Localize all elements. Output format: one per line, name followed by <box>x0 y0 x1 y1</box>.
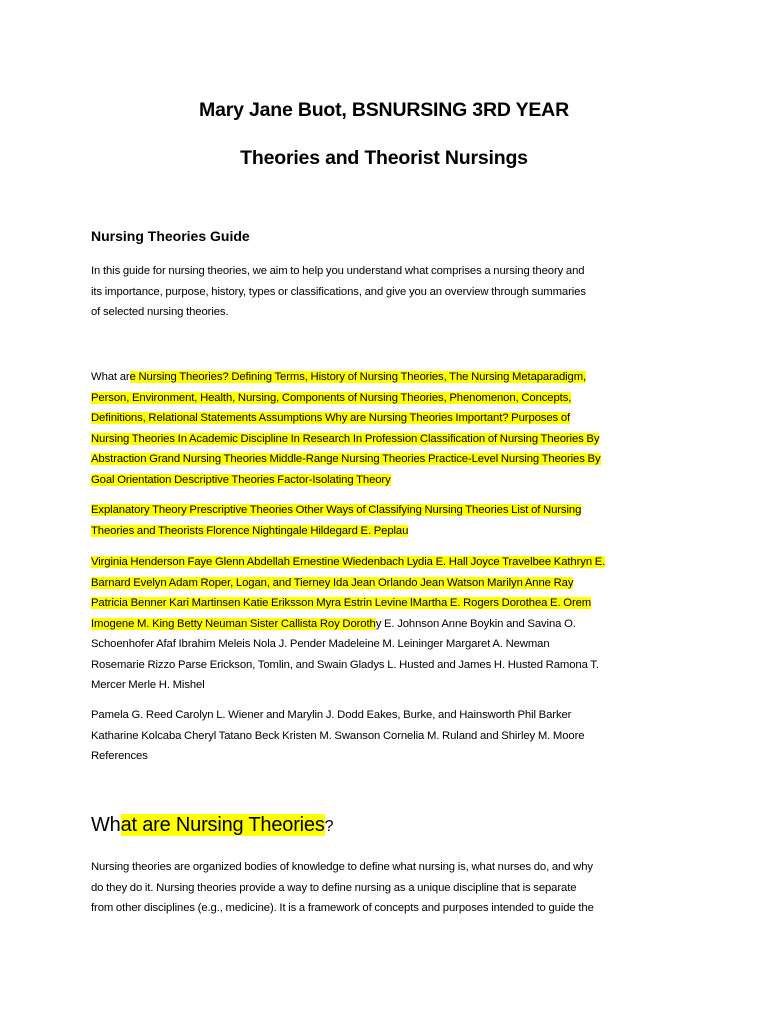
highlighted-text: Person, Environment, Health, Nursing, Components of Nursing Theories, Phenomenon, Concepts, <box>91 391 572 404</box>
toc-paragraph-what <box>91 367 671 490</box>
highlighted-text: Imogene M. King Betty Neuman Sister Callista Roy Doroth <box>91 617 376 630</box>
intro-paragraph <box>91 261 671 323</box>
highlighted-text: Abstraction Grand Nursing Theories Middle-Range Nursing Theories Practice-Level Nursing Theories By <box>91 453 601 465</box>
body-line: from other disciplines (e.g., medicine). It is a framework of concepts and purposes intended to guide the <box>91 902 594 914</box>
toc-paragraph-explanatory <box>91 500 671 541</box>
highlighted-text: Theories and Theorists Florence Nightingale Hildegard E. Peplau <box>91 524 409 537</box>
body-line: do they do it. Nursing theories provide a way to define nursing as a unique discipline that is separate <box>91 881 577 894</box>
intro-line: its importance, purpose, history, types or classifications, and give you an overview through summaries <box>91 285 586 298</box>
toc-line <box>91 593 671 614</box>
toc-line <box>91 388 671 409</box>
toc-line: Schoenhofer Afaf Ibrahim Meleis Nola J. Pender Madeleine M. Leininger Margaret A. Newman <box>91 638 550 650</box>
toc-line: Mercer Merle H. Mishel <box>91 679 205 691</box>
toc-line <box>91 449 671 470</box>
heading-prefix: Wh <box>91 814 121 836</box>
toc-line <box>91 552 671 573</box>
highlighted-text: Nursing Theories In Academic Discipline In Research In Profession Classification of Nursing Theories By <box>91 432 600 445</box>
document-title: Theories and Theorist Nursings <box>240 147 528 169</box>
highlighted-text: Virginia Henderson Faye Glenn Abdellah Ernestine Wiedenbach Lydia E. Hall Joyce Travelbee Kathryn E. <box>91 556 606 568</box>
body-paragraph <box>91 857 671 919</box>
toc-line: References <box>91 750 148 762</box>
toc-line: Katharine Kolcaba Cheryl Tatano Beck Kristen M. Swanson Cornelia M. Ruland and Shirley M. Moore <box>91 729 585 742</box>
intro-line: of selected nursing theories. <box>91 306 229 318</box>
toc-line <box>91 573 671 594</box>
guide-heading: Nursing Theories Guide <box>91 228 250 244</box>
heading-highlight: at are Nursing Theories <box>120 814 325 836</box>
toc-line <box>91 408 671 429</box>
toc-paragraph-theorists <box>91 552 671 696</box>
toc-line <box>91 367 671 388</box>
toc-paragraph-theorists-2 <box>91 705 671 767</box>
intro-line: In this guide for nursing theories, we aim to help you understand what comprises a nursing theory and <box>91 265 585 277</box>
toc-line <box>91 614 671 635</box>
highlighted-text: Barnard Evelyn Adam Roper, Logan, and Tierney Ida Jean Orlando Jean Watson Marilyn Anne Ray <box>91 576 574 589</box>
heading-suffix: ? <box>324 818 334 835</box>
toc-prefix: What ar <box>91 371 130 383</box>
toc-line: Rosemarie Rizzo Parse Erickson, Tomlin, and Swain Gladys L. Husted and James H. Husted Ramona T. <box>91 658 599 671</box>
highlighted-text: Goal Orientation Descriptive Theories Factor-Isolating Theory <box>91 473 391 486</box>
toc-line <box>91 429 671 450</box>
toc-line <box>91 470 671 491</box>
body-line: Nursing theories are organized bodies of knowledge to define what nursing is, what nurses do, and why <box>91 861 593 873</box>
plain-text: y E. Johnson Anne Boykin and Savina O. <box>375 617 576 630</box>
toc-line <box>91 500 671 521</box>
highlighted-text: Patricia Benner Kari Martinsen Katie Eriksson Myra Estrin Levine lMartha E. Rogers Dorothea E. Orem <box>91 597 592 609</box>
toc-line <box>91 521 671 542</box>
highlighted-text: e Nursing Theories? Defining Terms, History of Nursing Theories, The Nursing Metaparadigm, <box>129 371 587 383</box>
author-line: Mary Jane Buot, BSNURSING 3RD YEAR <box>199 99 569 121</box>
toc-line: Pamela G. Reed Carolyn L. Wiener and Marylin J. Dodd Eakes, Burke, and Hainsworth Phil Barker <box>91 709 572 721</box>
highlighted-text: Definitions, Relational Statements Assumptions Why are Nursing Theories Important? Purposes of <box>91 412 571 424</box>
highlighted-text: Explanatory Theory Prescriptive Theories Other Ways of Classifying Nursing Theories List of Nursing <box>91 504 582 516</box>
what-are-nursing-theories-heading <box>91 814 333 837</box>
